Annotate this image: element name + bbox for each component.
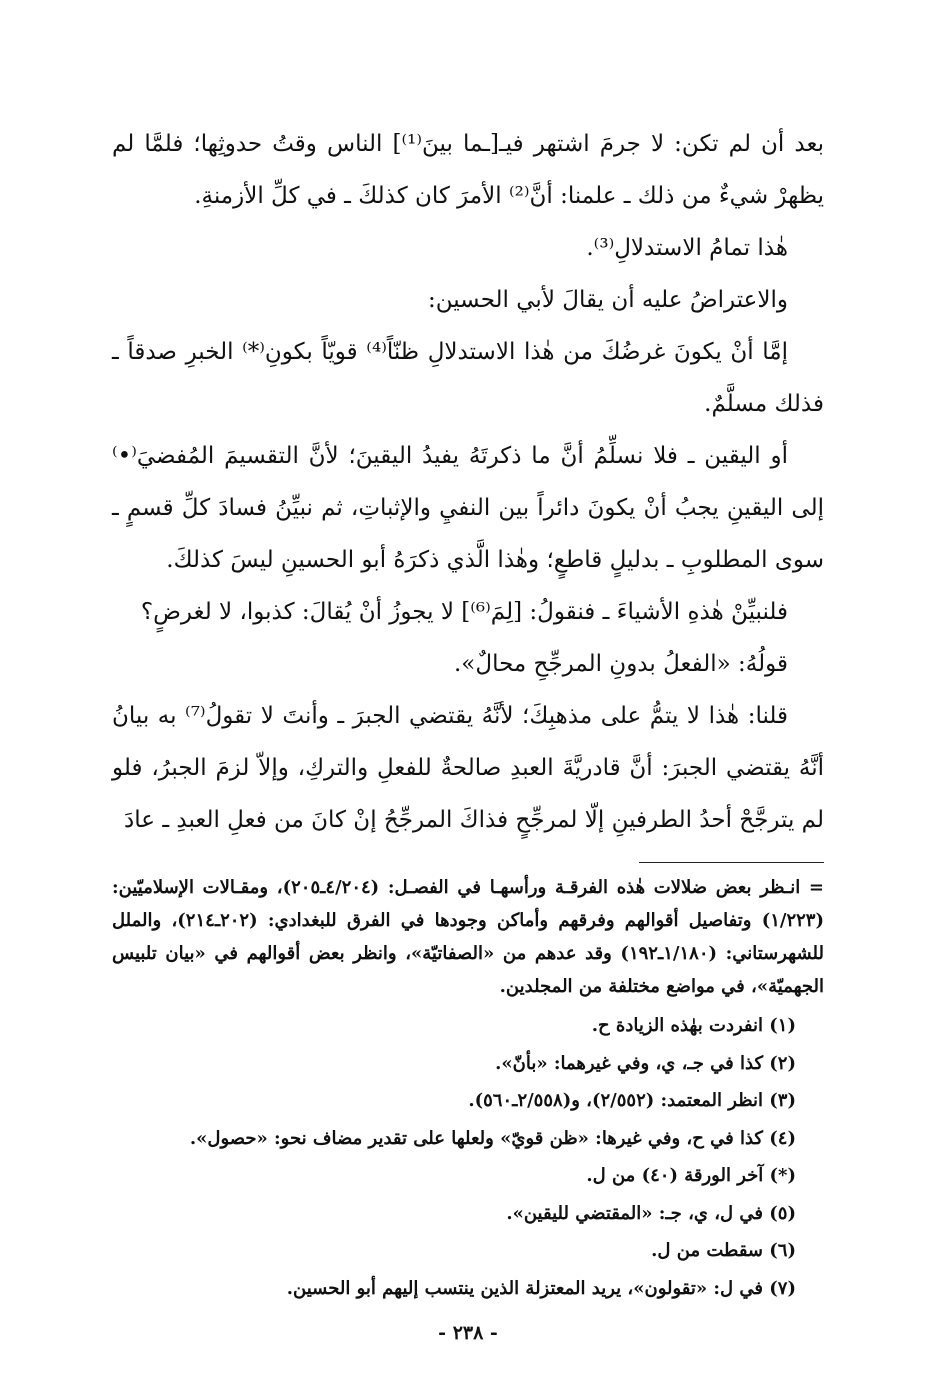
footnote-1: (١) انفردت بهٰذه الزيادة ح. xyxy=(591,1015,796,1036)
paragraph-7: قولُهُ: «الفعلُ بدونِ المرجِّحِ محالٌ». xyxy=(453,651,788,677)
page-number: - ٢٣٨ - xyxy=(438,1322,498,1344)
footnote-2: (٢) كذا في جـ، ي، وفي غيرهما: «بأنّ». xyxy=(495,1052,796,1074)
footnote-3: (٣) انظر المعتمد: (٢/٥٥٢)، و(٢/٥٥٨ـ٥٦٠). xyxy=(468,1090,796,1111)
paragraph-6: فلنبيِّنْ هٰذهِ الأشياءَ ـ فنقولُ: [لِمَ⁽⁶⁾] لا يجوزُ أنْ يُقالَ: كذبوا، لا لغرضٍ؟ xyxy=(140,599,788,625)
main-text xyxy=(112,118,824,846)
footnote-separator-wrap xyxy=(112,846,824,871)
paragraph-3: والاعتراضُ عليه أن يقالَ لأبي الحسين: xyxy=(427,287,788,313)
paragraph-4: إمَّا أنْ يكونَ غرضُكَ من هٰذا الاستدلالِ ظنّاً⁽⁴⁾ قويّاً بكونِ⁽*⁾ الخبرِ صدقاً ـ فذلك مسلَّمٌ. xyxy=(112,339,824,417)
paragraph-2: هٰذا تمامُ الاستدلالِ⁽³⁾. xyxy=(586,235,788,261)
footnote-5: (٥) في ل، ي، جـ: «المقتضي لليقين». xyxy=(506,1202,796,1224)
paragraph-8: قلنا: هٰذا لا يتمُّ على مذهبِكَ؛ لأنَّهُ يقتضي الجبرَ ـ وأنتَ لا تقولُ⁽⁷⁾ به بيانُ أنَّهُ يقتضي الجبرَ: أنَّ قادريَّةَ العبدِ صالحةٌ للفعلِ والتركِ، وإلاّ لزمَ الجبرُ، فلو لم يترجَّحْ أحدُ الطرفينِ إلّا لمرجِّحٍ فذاكَ المرجِّحُ إنْ كانَ من فعلِ العبدِ ـ عادَ xyxy=(112,703,824,833)
footnote-4: (٤) كذا في ح، وفي غيرها: «ظن قويّ» ولعلها على تقدير مضاف نحو: «حصول». xyxy=(189,1127,796,1149)
paragraph-1: بعد أن لم تكن: لا جرمَ اشتهر فيـ[ـما بينَ⁽¹⁾] الناس وقتُ حدوثِها؛ فلمَّا لم يظهرْ شيءٌ من ذلك ـ علمنا: أنَّ⁽²⁾ الأمرَ كان كذلكَ ـ في كلِّ الأزمنةِ. xyxy=(112,131,824,209)
paragraph-5: أو اليقين ـ فلا نسلِّمُ أنَّ ما ذكرتَهُ يفيدُ اليقينَ؛ لأنَّ التقسيمَ المُفضيَ⁽•⁾ إلى اليقينِ يجبُ أنْ يكونَ دائراً بين النفيِ والإثباتِ، ثم نبيِّنُ فسادَ كلِّ قسمٍ ـ سوى المطلوبِ ـ بدليلٍ قاطعٍ؛ وهٰذا الَّذي ذكرَهُ أبو الحسينِ ليسَ كذلكَ. xyxy=(112,443,824,573)
footnote-star: (*) آخر الورقة (٤٠) من ل. xyxy=(586,1165,796,1186)
footnote-continuation: = انـظر بعض ضلالات هٰذه الفرقـة ورأسهـا في الفصـل: (٤/٢٠٤ـ٢٠٥)، ومقـالات الإسلاميّين: (١/٢٢٣) وتفاصيل أقوالهم وفرقهم وأماكن وجودها في الفرق للبغدادي: (٢٠٢ـ٢١٤)، والملل للشهرستاني: (١/١٨٠ـ١٩٢) وقد عدهم من «الصفاتيّة»، وانظر بعض أقوالهم في «بيان تلبيس الجهميّة»، في مواضع مختلفة من المجلدين. xyxy=(112,877,824,997)
footnote-list xyxy=(112,1007,824,1307)
footnote-separator xyxy=(639,862,824,863)
footnote-6: (٦) سقطت من ل. xyxy=(651,1240,796,1261)
footnote-7: (٧) في ل: «تقولون»، يريد المعتزلة الذين ينتسب إليهم أبو الحسين. xyxy=(286,1277,796,1299)
page xyxy=(112,118,824,1348)
